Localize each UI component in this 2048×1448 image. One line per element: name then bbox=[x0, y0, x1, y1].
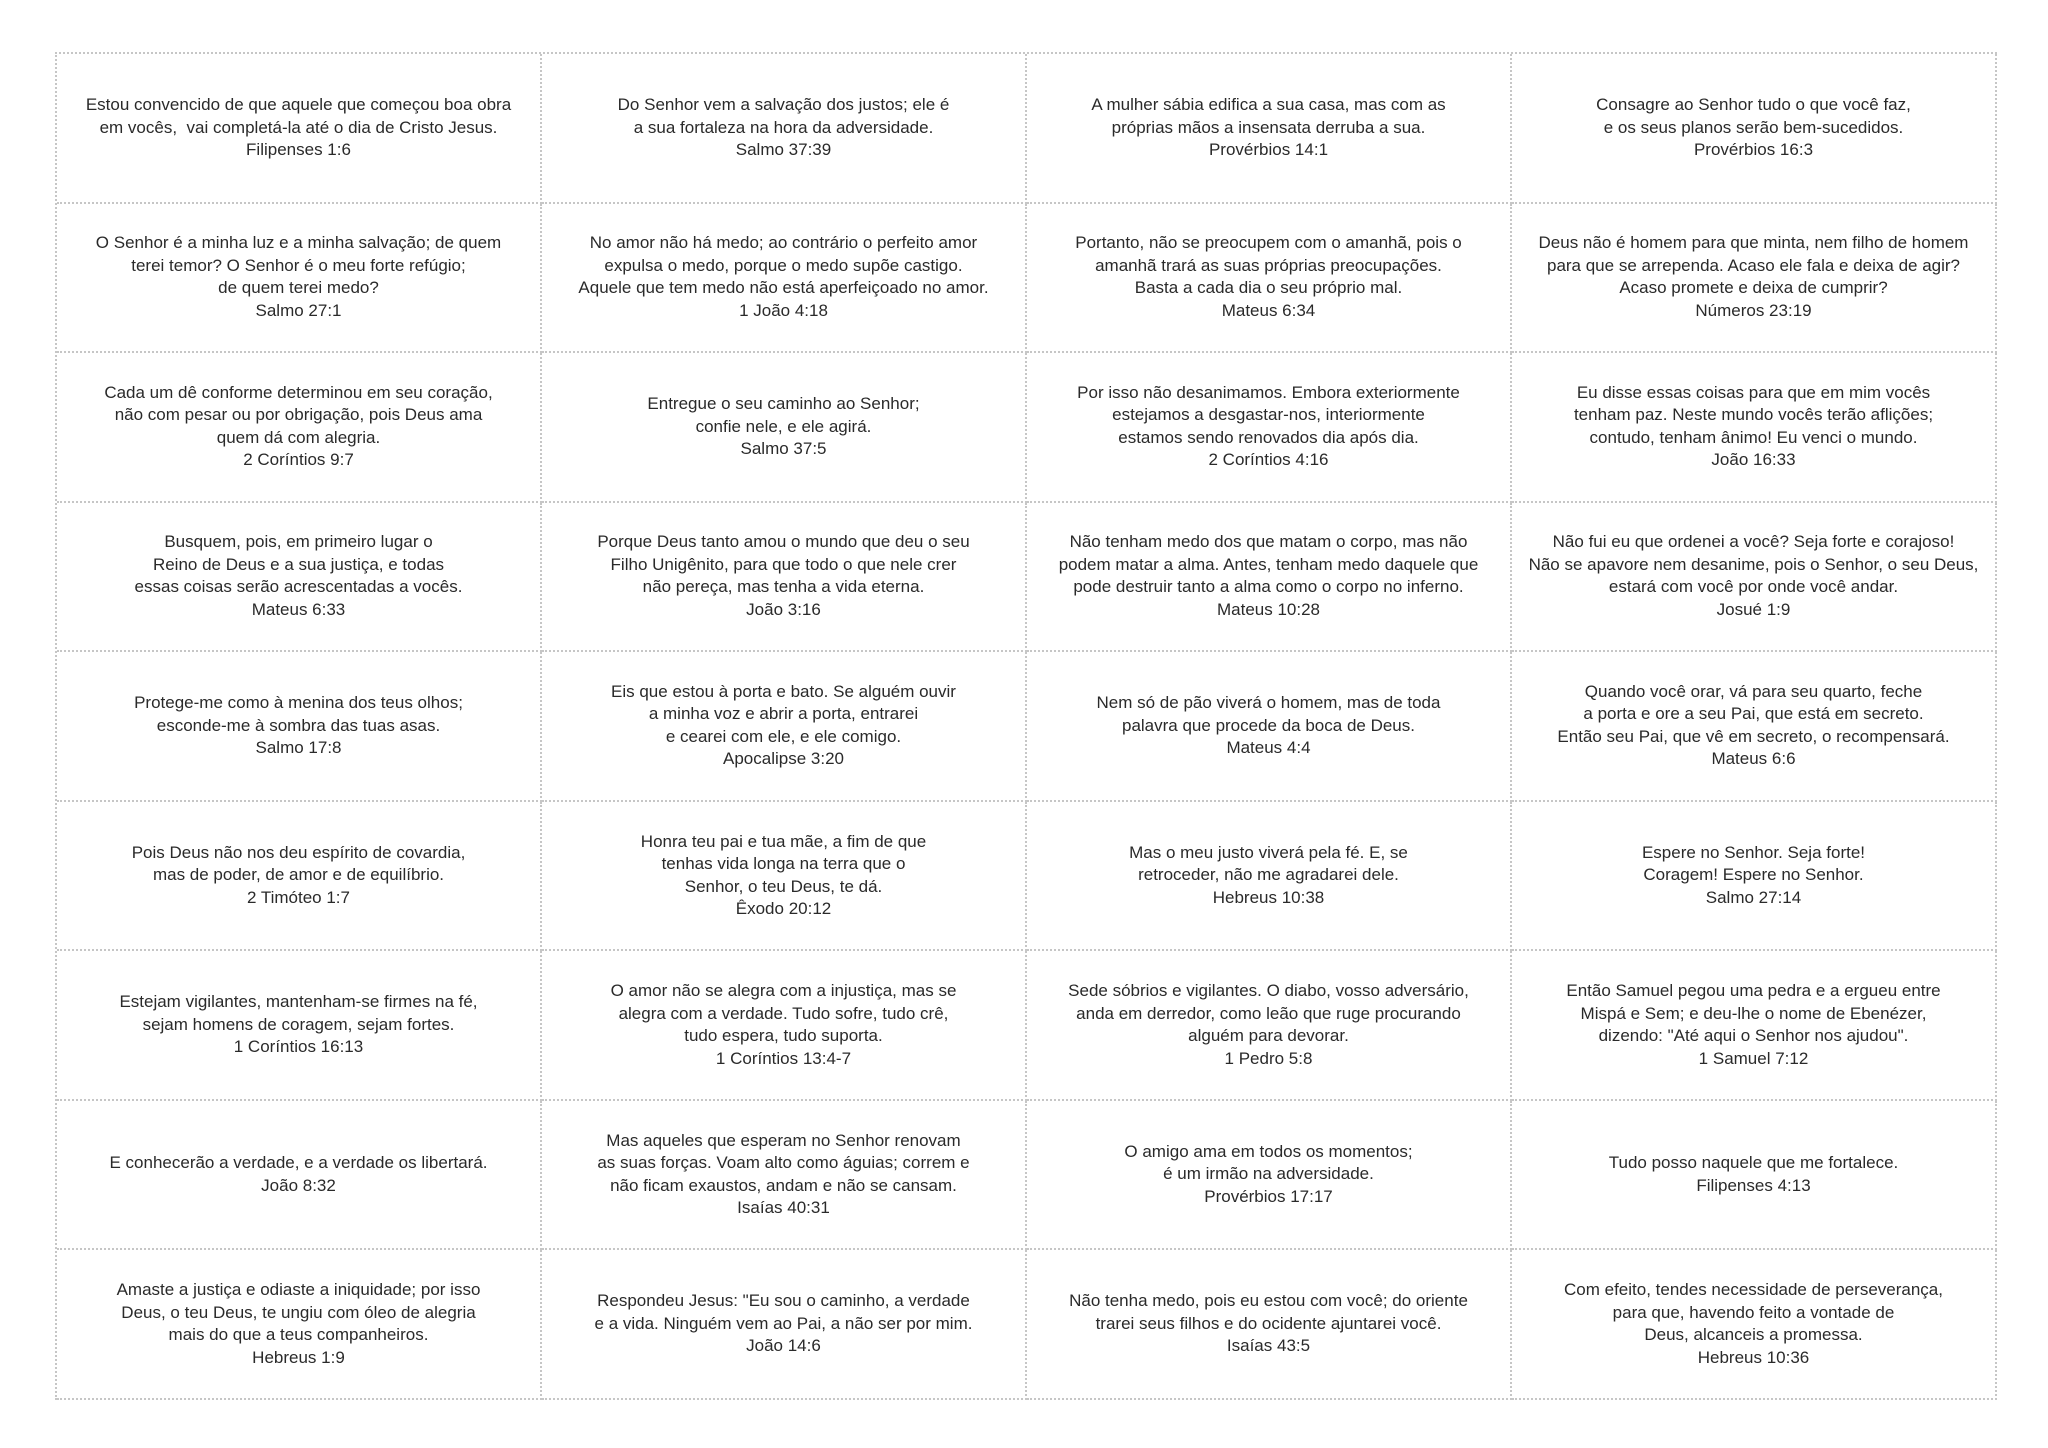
verse-line: tudo espera, tudo suporta. bbox=[684, 1026, 883, 1046]
verse-line: Coragem! Espere no Senhor. bbox=[1643, 865, 1864, 885]
verse-card bbox=[57, 353, 542, 503]
verse-line: amanhã trará as suas próprias preocupações. bbox=[1095, 255, 1442, 275]
verse-text bbox=[1091, 94, 1445, 162]
verse-card bbox=[57, 1250, 542, 1400]
verse-card bbox=[542, 503, 1027, 653]
verse-line: Respondeu Jesus: "Eu sou o caminho, a verdade bbox=[597, 1291, 970, 1311]
verse-text bbox=[1059, 531, 1479, 621]
verse-card bbox=[542, 1250, 1027, 1400]
verse-card bbox=[1027, 503, 1512, 653]
verse-text bbox=[132, 842, 466, 910]
verse-reference: 2 Coríntios 4:16 bbox=[1208, 450, 1329, 470]
verse-text bbox=[1539, 232, 1969, 322]
verse-line: essas coisas serão acrescentadas a vocês. bbox=[134, 577, 463, 597]
verse-reference: Hebreus 10:36 bbox=[1697, 1347, 1810, 1367]
verse-line: Porque Deus tanto amou o mundo que deu o seu bbox=[597, 532, 970, 552]
verse-card bbox=[1512, 54, 1997, 204]
verse-reference: 1 Coríntios 13:4-7 bbox=[715, 1048, 852, 1068]
verse-line: Filho Unigênito, para que todo o que nele crer bbox=[610, 554, 957, 574]
verse-line: é um irmão na adversidade. bbox=[1163, 1164, 1374, 1184]
verse-card bbox=[542, 204, 1027, 354]
verse-card bbox=[542, 652, 1027, 802]
verse-reference: Filipenses 1:6 bbox=[246, 140, 351, 160]
verse-line: Não se apavore nem desanime, pois o Senhor, o seu Deus, bbox=[1528, 554, 1979, 574]
verse-card bbox=[1027, 353, 1512, 503]
verse-text bbox=[641, 831, 926, 921]
verse-text bbox=[109, 1152, 487, 1197]
verse-reference: Provérbios 14:1 bbox=[1208, 140, 1329, 160]
verse-line: Deus, alcanceis a promessa. bbox=[1644, 1325, 1863, 1345]
verse-text bbox=[611, 681, 956, 771]
verse-line: e a vida. Ninguém vem ao Pai, a não ser por mim. bbox=[594, 1313, 973, 1333]
verse-line: dizendo: "Até aqui o Senhor nos ajudou". bbox=[1598, 1026, 1909, 1046]
verse-card bbox=[57, 503, 542, 653]
verse-line: Entregue o seu caminho ao Senhor; bbox=[647, 394, 920, 414]
verse-line: em vocês, vai completá-la até o dia de Cristo Jesus. bbox=[99, 117, 498, 137]
verse-line: Não tenham medo dos que matam o corpo, mas não bbox=[1069, 532, 1468, 552]
verse-line: Deus, o teu Deus, te ungiu com óleo de alegria bbox=[121, 1302, 476, 1322]
verse-line: anda em derredor, como leão que ruge procurando bbox=[1076, 1003, 1461, 1023]
verse-card bbox=[542, 353, 1027, 503]
verse-reference: Mateus 4:4 bbox=[1226, 738, 1311, 758]
verse-text bbox=[96, 232, 501, 322]
verse-line: O Senhor é a minha luz e a minha salvação; de quem bbox=[95, 233, 502, 253]
verse-line: expulsa o medo, porque o medo supõe castigo. bbox=[604, 255, 963, 275]
verse-reference: João 14:6 bbox=[746, 1336, 821, 1356]
verse-line: para que, havendo feito a vontade de bbox=[1612, 1302, 1895, 1322]
verse-reference: Hebreus 1:9 bbox=[252, 1347, 345, 1367]
verse-line: terei temor? O Senhor é o meu forte refúgio; bbox=[131, 255, 466, 275]
verse-reference: Salmo 17:8 bbox=[255, 738, 342, 758]
verse-line: próprias mãos a insensata derruba a sua. bbox=[1111, 117, 1426, 137]
verse-reference: Filipenses 4:13 bbox=[1696, 1175, 1811, 1195]
verse-line: Mispá e Sem; e deu-lhe o nome de Ebenézer, bbox=[1580, 1003, 1927, 1023]
verse-line: estará com você por onde você andar. bbox=[1608, 577, 1899, 597]
verse-line: A mulher sábia edifica a sua casa, mas com as bbox=[1091, 95, 1446, 115]
verse-text bbox=[1529, 531, 1979, 621]
verse-text bbox=[1069, 1290, 1468, 1358]
verse-card bbox=[1027, 652, 1512, 802]
verse-line: as suas forças. Voam alto como águias; correm e bbox=[597, 1153, 970, 1173]
verse-card bbox=[542, 802, 1027, 952]
verse-text bbox=[134, 692, 463, 760]
verse-line: confie nele, e ele agirá. bbox=[695, 416, 872, 436]
verse-line: Então seu Pai, que vê em secreto, o recompensará. bbox=[1557, 726, 1950, 746]
verse-card bbox=[542, 951, 1027, 1101]
verse-text bbox=[1609, 1152, 1899, 1197]
verse-text bbox=[135, 531, 463, 621]
verse-line: Eu disse essas coisas para que em mim vocês bbox=[1576, 382, 1931, 402]
verse-reference: Mateus 6:6 bbox=[1711, 749, 1796, 769]
verse-text bbox=[1642, 842, 1865, 910]
verse-card bbox=[57, 204, 542, 354]
verse-line: alguém para devorar. bbox=[1188, 1026, 1349, 1046]
verse-line: e cearei com ele, e ele comigo. bbox=[665, 726, 902, 746]
verse-card bbox=[1512, 951, 1997, 1101]
verse-line: Consagre ao Senhor tudo o que você faz, bbox=[1596, 95, 1911, 115]
verse-reference: Números 23:19 bbox=[1695, 300, 1812, 320]
verse-reference: João 3:16 bbox=[746, 599, 821, 619]
verse-reference: Salmo 37:5 bbox=[740, 439, 827, 459]
verse-line: Aquele que tem medo não está aperfeiçoado no amor. bbox=[578, 278, 989, 298]
verse-card bbox=[1027, 54, 1512, 204]
verse-line: Mas aqueles que esperam no Senhor renovam bbox=[606, 1130, 961, 1150]
verse-text bbox=[1596, 94, 1911, 162]
verse-text bbox=[618, 94, 950, 162]
verse-line: podem matar a alma. Antes, tenham medo daquele que bbox=[1058, 554, 1479, 574]
verse-card bbox=[1027, 951, 1512, 1101]
verse-text bbox=[597, 1130, 969, 1220]
verse-card bbox=[1027, 204, 1512, 354]
verse-text bbox=[117, 1279, 481, 1369]
verse-reference: Apocalipse 3:20 bbox=[723, 749, 844, 769]
verse-card bbox=[1512, 652, 1997, 802]
verse-line: estamos sendo renovados dia após dia. bbox=[1118, 427, 1419, 447]
verse-card-sheet bbox=[55, 52, 1997, 1400]
verse-line: E conhecerão a verdade, e a verdade os libertará. bbox=[109, 1153, 488, 1173]
verse-line: O amigo ama em todos os momentos; bbox=[1124, 1141, 1413, 1161]
verse-reference: Mateus 10:28 bbox=[1216, 599, 1320, 619]
verse-text bbox=[1075, 232, 1462, 322]
verse-line: Amaste a justiça e odiaste a iniquidade; por isso bbox=[116, 1280, 481, 1300]
verse-line: Estou convencido de que aquele que começou boa obra bbox=[85, 95, 512, 115]
verse-card bbox=[57, 802, 542, 952]
verse-line: esconde-me à sombra das tuas asas. bbox=[156, 715, 441, 735]
verse-text bbox=[597, 531, 969, 621]
verse-line: quem dá com alegria. bbox=[216, 427, 381, 447]
verse-text bbox=[578, 232, 988, 322]
verse-card bbox=[57, 951, 542, 1101]
verse-card bbox=[542, 54, 1027, 204]
verse-reference: Isaías 43:5 bbox=[1226, 1336, 1311, 1356]
verse-line: Basta a cada dia o seu próprio mal. bbox=[1134, 278, 1403, 298]
verse-line: Reino de Deus e a sua justiça, e todas bbox=[152, 554, 445, 574]
verse-text bbox=[1097, 692, 1441, 760]
verse-line: Espere no Senhor. Seja forte! bbox=[1641, 842, 1866, 862]
verse-line: contudo, tenham ânimo! Eu venci o mundo. bbox=[1589, 427, 1918, 447]
verse-reference: Hebreus 10:38 bbox=[1212, 887, 1325, 907]
verse-line: No amor não há medo; ao contrário o perfeito amor bbox=[589, 233, 978, 253]
verse-reference: 1 Samuel 7:12 bbox=[1698, 1048, 1809, 1068]
verse-line: não pereça, mas tenha a vida eterna. bbox=[642, 577, 925, 597]
verse-line: Tudo posso naquele que me fortalece. bbox=[1608, 1153, 1899, 1173]
verse-reference: 2 Coríntios 9:7 bbox=[243, 450, 354, 470]
verse-reference: 1 Coríntios 16:13 bbox=[233, 1037, 364, 1057]
verse-line: pode destruir tanto a alma como o corpo no inferno. bbox=[1073, 577, 1464, 597]
verse-reference: Mateus 6:33 bbox=[251, 599, 346, 619]
verse-reference: Salmo 27:14 bbox=[1705, 887, 1802, 907]
verse-line: Do Senhor vem a salvação dos justos; ele é bbox=[617, 95, 950, 115]
verse-line: não ficam exaustos, andam e não se cansam. bbox=[610, 1175, 957, 1195]
verse-line: tenhas vida longa na terra que o bbox=[661, 854, 906, 874]
verse-line: a porta e ore a seu Pai, que está em secreto. bbox=[1583, 704, 1924, 724]
verse-reference: 2 Timóteo 1:7 bbox=[246, 887, 350, 907]
verse-reference: João 16:33 bbox=[1711, 450, 1796, 470]
verse-line: não com pesar ou por obrigação, pois Deus ama bbox=[114, 405, 483, 425]
verse-card bbox=[57, 652, 542, 802]
verse-card bbox=[1027, 1101, 1512, 1251]
verse-line: Protege-me como à menina dos teus olhos; bbox=[134, 693, 463, 713]
verse-text bbox=[1129, 842, 1408, 910]
verse-line: trarei seus filhos e do ocidente ajuntarei você. bbox=[1095, 1313, 1442, 1333]
verse-text bbox=[595, 1290, 973, 1358]
verse-line: mais do que a teus companheiros. bbox=[168, 1325, 429, 1345]
verse-text bbox=[1564, 1279, 1943, 1369]
verse-text bbox=[647, 393, 919, 461]
verse-reference: Salmo 27:1 bbox=[255, 300, 342, 320]
verse-line: Pois Deus não nos deu espírito de covardia, bbox=[131, 842, 466, 862]
verse-line: Quando você orar, vá para seu quarto, feche bbox=[1584, 681, 1923, 701]
verse-line: Acaso promete e deixa de cumprir? bbox=[1619, 278, 1888, 298]
verse-line: Com efeito, tendes necessidade de perseverança, bbox=[1564, 1280, 1943, 1300]
verse-line: Não fui eu que ordenei a você? Seja forte e corajoso! bbox=[1552, 532, 1955, 552]
verse-line: Busquem, pois, em primeiro lugar o bbox=[164, 532, 433, 552]
verse-card bbox=[542, 1101, 1027, 1251]
verse-text bbox=[1077, 382, 1460, 472]
verse-line: alegra com a verdade. Tudo sofre, tudo crê, bbox=[618, 1003, 949, 1023]
verse-text bbox=[86, 94, 511, 162]
verse-reference: Êxodo 20:12 bbox=[735, 899, 832, 919]
verse-text bbox=[1566, 980, 1940, 1070]
verse-line: Por isso não desanimamos. Embora exteriormente bbox=[1077, 382, 1460, 402]
verse-reference: João 8:32 bbox=[261, 1175, 336, 1195]
verse-reference: Josué 1:9 bbox=[1716, 599, 1791, 619]
verse-text bbox=[611, 980, 957, 1070]
verse-line: Deus não é homem para que minta, nem filho de homem bbox=[1538, 233, 1969, 253]
verse-reference: Salmo 37:39 bbox=[735, 140, 832, 160]
verse-reference: Isaías 40:31 bbox=[737, 1198, 830, 1218]
verse-card bbox=[1512, 204, 1997, 354]
verse-line: mas de poder, de amor e de equilíbrio. bbox=[152, 865, 445, 885]
verse-line: a minha voz e abrir a porta, entrarei bbox=[648, 704, 919, 724]
verse-line: Mas o meu justo viverá pela fé. E, se bbox=[1129, 842, 1408, 862]
verse-line: para que se arrependa. Acaso ele fala e deixa de agir? bbox=[1546, 255, 1960, 275]
verse-line: Honra teu pai e tua mãe, a fim de que bbox=[640, 831, 927, 851]
verse-line: O amor não se alegra com a injustiça, mas se bbox=[610, 981, 957, 1001]
verse-line: Senhor, o teu Deus, te dá. bbox=[684, 876, 883, 896]
verse-text bbox=[1068, 980, 1469, 1070]
verse-line: a sua fortaleza na hora da adversidade. bbox=[633, 117, 934, 137]
verse-card bbox=[1512, 353, 1997, 503]
verse-reference: Provérbios 17:17 bbox=[1204, 1186, 1333, 1206]
verse-line: Sede sóbrios e vigilantes. O diabo, vosso adversário, bbox=[1068, 981, 1469, 1001]
verse-reference: 1 João 4:18 bbox=[739, 300, 828, 320]
verse-card bbox=[1512, 802, 1997, 952]
verse-line: tenham paz. Neste mundo vocês terão aflições; bbox=[1573, 405, 1934, 425]
verse-text bbox=[1574, 382, 1933, 472]
verse-text bbox=[1124, 1141, 1412, 1209]
verse-line: Portanto, não se preocupem com o amanhã, pois o bbox=[1075, 233, 1462, 253]
verse-line: estejamos a desgastar-nos, interiormente bbox=[1112, 405, 1425, 425]
verse-line: palavra que procede da boca de Deus. bbox=[1122, 715, 1415, 735]
verse-card bbox=[1512, 1250, 1997, 1400]
verse-card bbox=[57, 1101, 542, 1251]
verse-card bbox=[1512, 503, 1997, 653]
verse-text bbox=[104, 382, 492, 472]
verse-line: Então Samuel pegou uma pedra e a ergueu entre bbox=[1566, 981, 1941, 1001]
verse-line: Estejam vigilantes, mantenham-se firmes na fé, bbox=[119, 992, 478, 1012]
verse-line: e os seus planos serão bem-sucedidos. bbox=[1603, 117, 1904, 137]
verse-line: Cada um dê conforme determinou em seu coração, bbox=[104, 382, 493, 402]
verse-text bbox=[119, 991, 477, 1059]
verse-reference: Mateus 6:34 bbox=[1221, 300, 1316, 320]
verse-line: Eis que estou à porta e bato. Se alguém ouvir bbox=[611, 681, 956, 701]
verse-line: Nem só de pão viverá o homem, mas de toda bbox=[1096, 693, 1441, 713]
verse-card bbox=[1027, 802, 1512, 952]
verse-reference: Provérbios 16:3 bbox=[1693, 140, 1814, 160]
verse-line: retroceder, não me agradarei dele. bbox=[1138, 865, 1399, 885]
verse-reference: 1 Pedro 5:8 bbox=[1224, 1048, 1313, 1068]
verse-line: Não tenha medo, pois eu estou com você; do oriente bbox=[1069, 1291, 1468, 1311]
verse-card bbox=[1512, 1101, 1997, 1251]
verse-line: sejam homens de coragem, sejam fortes. bbox=[142, 1014, 455, 1034]
verse-card bbox=[1027, 1250, 1512, 1400]
verse-text bbox=[1557, 681, 1949, 771]
verse-card bbox=[57, 54, 542, 204]
verse-line: de quem terei medo? bbox=[218, 278, 379, 298]
